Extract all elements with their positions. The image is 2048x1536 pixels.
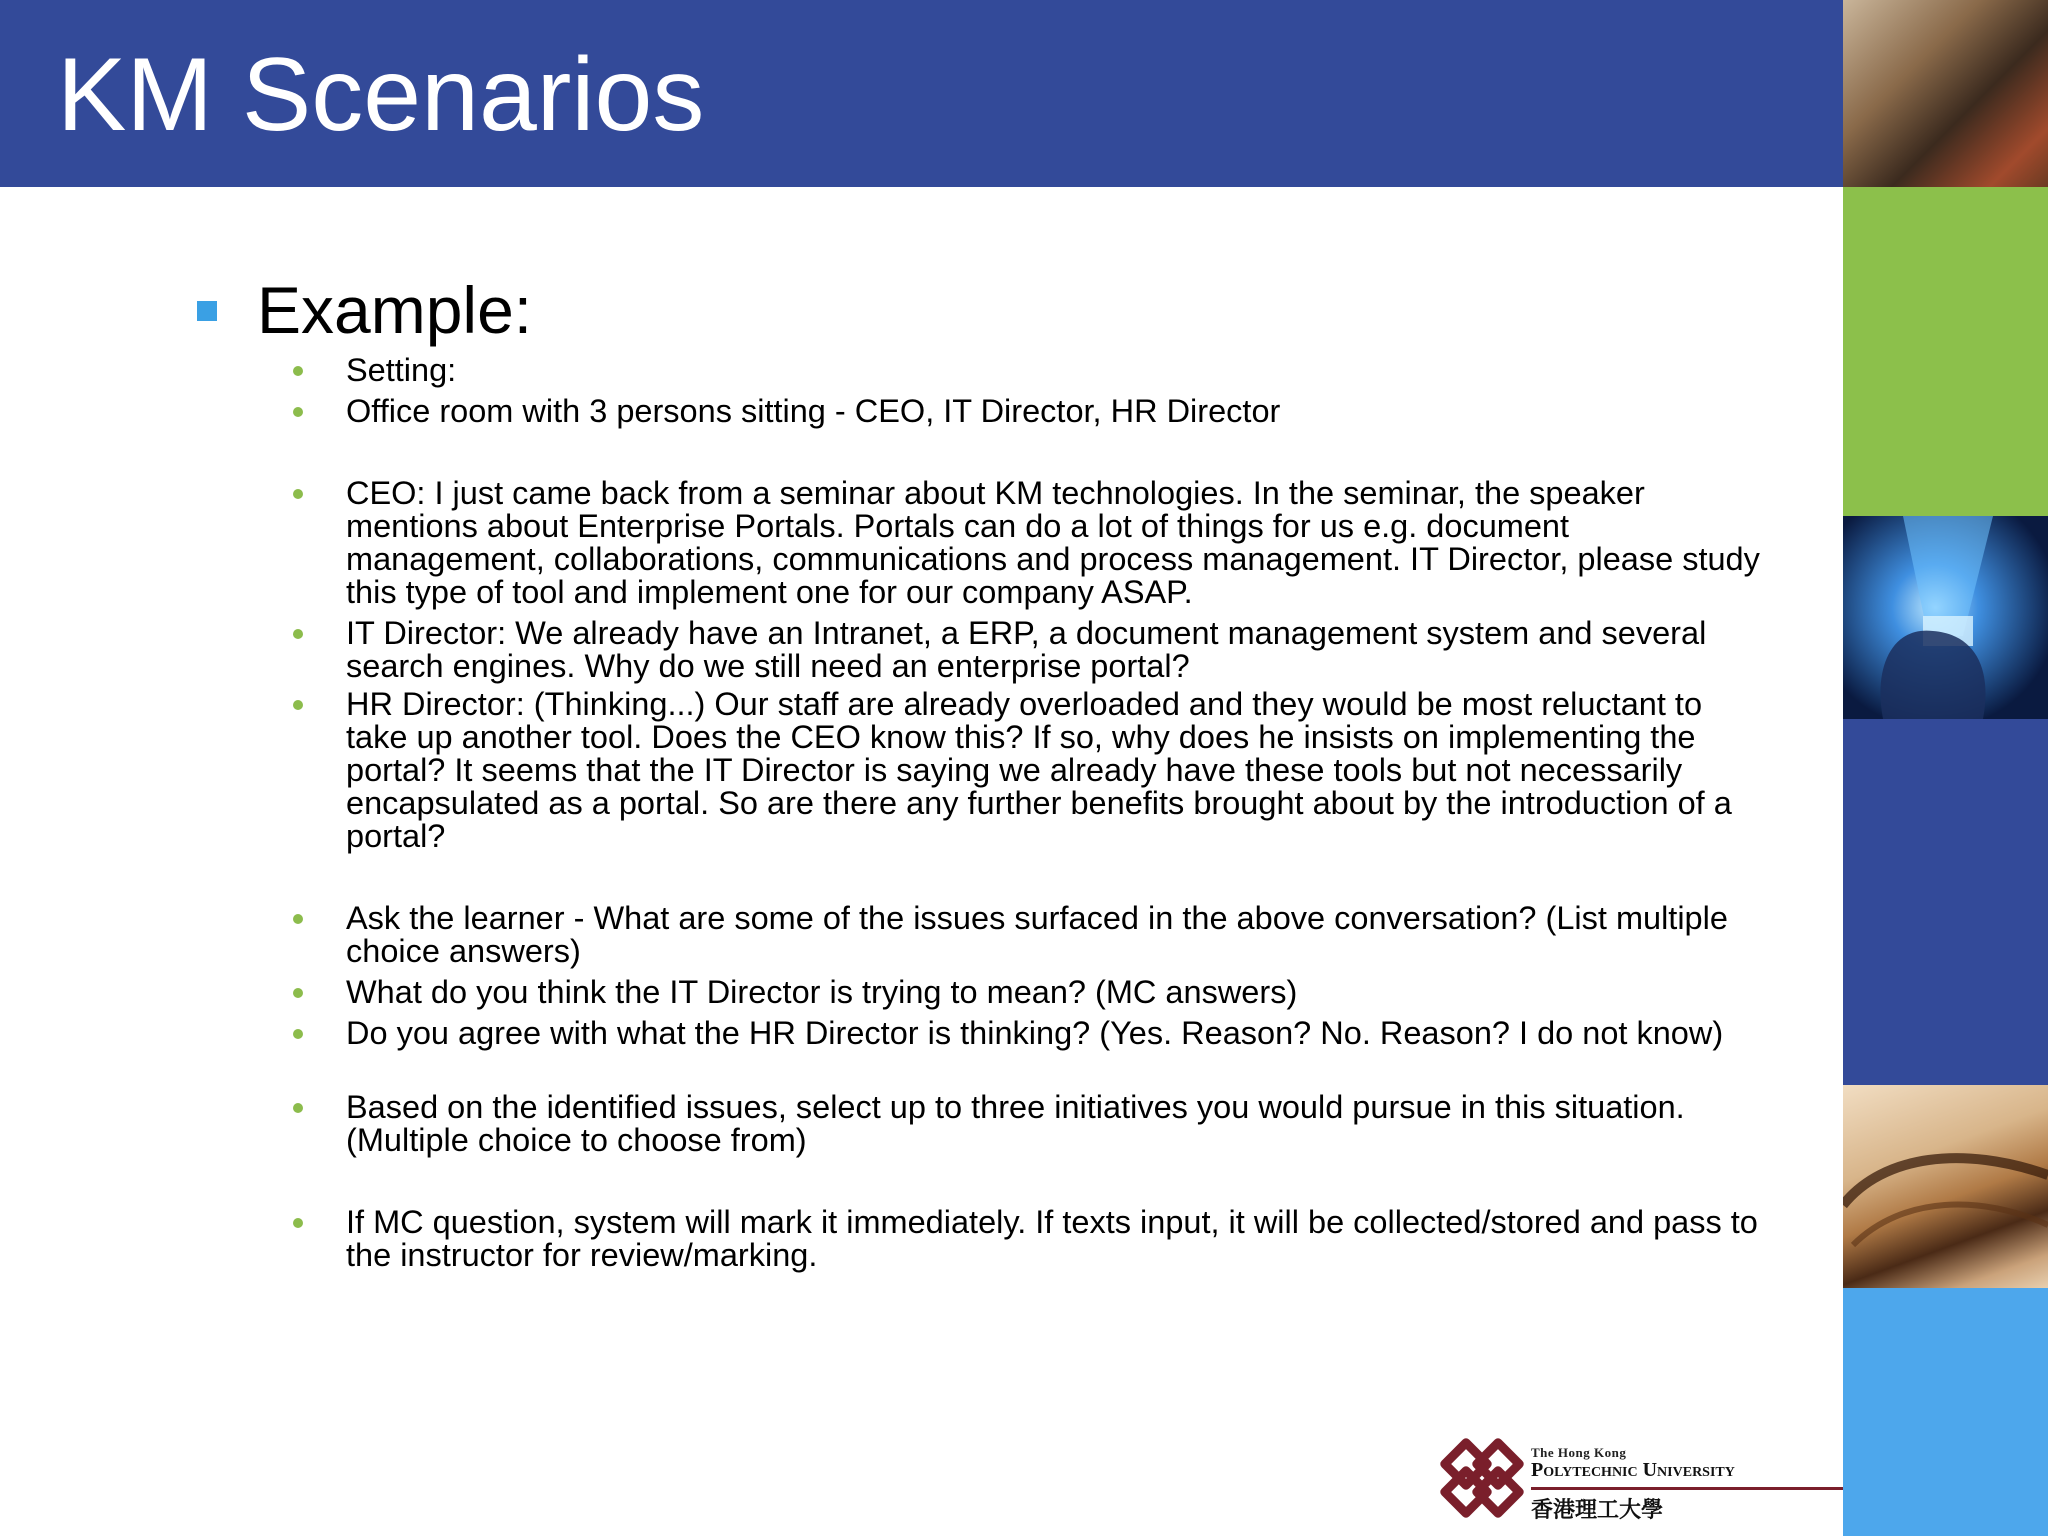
decorative-blue-block — [1843, 719, 2048, 1085]
university-logo — [1437, 1425, 1843, 1531]
list-item: Do you agree with what the HR Director is thinking? (Yes. Reason? No. Reason? I do not know) — [346, 1015, 1724, 1051]
decorative-books-photo — [1843, 0, 2048, 187]
slide-heading: Example: — [257, 273, 533, 347]
slide-title: KM Scenarios — [57, 37, 705, 153]
list-item: HR Director: (Thinking...) Our staff are already overloaded and they would be most reluctant to take up another tool. Does the CEO know this? If so, why does he insists on implementing the portal? It seems that the IT Director is saying we already have these tools but not necessarily encapsulated as a portal. So are there any further benefits brought about by the introduction of a portal? — [346, 686, 1732, 854]
bullet-dot-icon — [293, 914, 303, 924]
bullet-dot-icon — [293, 1218, 303, 1228]
bullet-dot-icon — [293, 1103, 303, 1113]
polyu-emblem-icon — [1437, 1427, 1527, 1523]
title-bar — [0, 0, 1843, 187]
bullet-dot-icon — [293, 366, 303, 376]
bullet-dot-icon — [293, 700, 303, 710]
digital-head-graphic — [1843, 516, 2048, 719]
decorative-digital-head-photo — [1843, 516, 2048, 719]
list-item: IT Director: We already have an Intranet, a ERP, a document management system and several search engines. Why do we still need an enterprise portal? — [346, 615, 1707, 684]
bullet-dot-icon — [293, 407, 303, 417]
list-item: CEO: I just came back from a seminar about KM technologies. In the seminar, the speaker mentions about Enterprise Portals. Portals can do a lot of things for us e.g. document management, collaborations, communications and process management. IT Director, please study this type of tool and implement one for our company ASAP. — [346, 475, 1760, 610]
bullet-dot-icon — [293, 629, 303, 639]
decorative-glasses-photo — [1843, 1085, 2048, 1288]
bullet-dot-icon — [293, 988, 303, 998]
list-item: Ask the learner - What are some of the issues surfaced in the above conversation? (List multiple choice answers) — [346, 900, 1728, 969]
list-item: Office room with 3 persons sitting - CEO, IT Director, HR Director — [346, 393, 1281, 429]
logo-text-line1: The Hong Kong — [1531, 1445, 1627, 1460]
logo-divider — [1531, 1487, 1843, 1490]
square-bullet-icon — [197, 301, 217, 321]
decorative-light-blue-block — [1843, 1288, 2048, 1536]
decorative-green-block — [1843, 187, 2048, 516]
list-item: Based on the identified issues, select up to three initiatives you would pursue in this situation. (Multiple choice to choose from) — [346, 1089, 1685, 1158]
glasses-graphic — [1843, 1085, 2048, 1288]
bullet-dot-icon — [293, 1029, 303, 1039]
list-item: Setting: — [346, 352, 457, 388]
bullet-dot-icon — [293, 489, 303, 499]
logo-text-chinese: 香港理工大學 — [1531, 1497, 1664, 1523]
logo-text-line2: Polytechnic University — [1531, 1459, 1735, 1481]
list-item: If MC question, system will mark it immediately. If texts input, it will be collected/stored and pass to the instructor for review/marking. — [346, 1204, 1758, 1273]
list-item: What do you think the IT Director is trying to mean? (MC answers) — [346, 974, 1298, 1010]
